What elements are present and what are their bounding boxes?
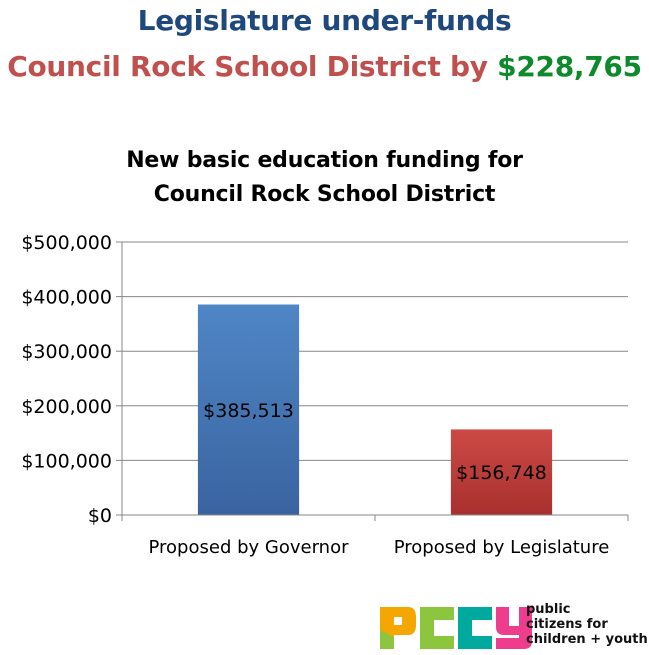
headline-subtitle [0,50,649,83]
headline-district: Council Rock School District by [7,50,498,83]
y-tick-label: $300,000 [21,341,112,364]
logo-text-line-1: public [526,602,571,617]
data-label: $385,513 [203,399,294,422]
y-tick-label: $500,000 [21,232,112,254]
x-category-label: Proposed by Legislature [393,537,610,558]
logo-letter-c1 [420,607,454,649]
y-tick-label: $400,000 [21,286,112,309]
logo-text-line-3: children + youth [526,632,648,647]
logo-letter-c2 [458,607,492,649]
chart-title-line-2: Council Rock School District [153,182,496,207]
logo-letter-p [380,607,416,649]
logo-text-line-2: citizens for [526,617,608,632]
y-tick-label: $0 [87,505,112,527]
data-label: $156,748 [456,462,547,485]
y-tick-label: $200,000 [21,395,112,418]
bar-chart [0,230,649,570]
chart-title [0,144,649,212]
headline-amount: $228,765 [497,50,642,83]
x-category-label: Proposed by Governor [148,537,349,558]
chart-title-line-1: New basic education funding for [126,148,523,173]
pccy-logo-text [526,602,649,647]
y-tick-label: $100,000 [21,450,112,473]
headline-title: Legislature under-funds [137,4,512,37]
